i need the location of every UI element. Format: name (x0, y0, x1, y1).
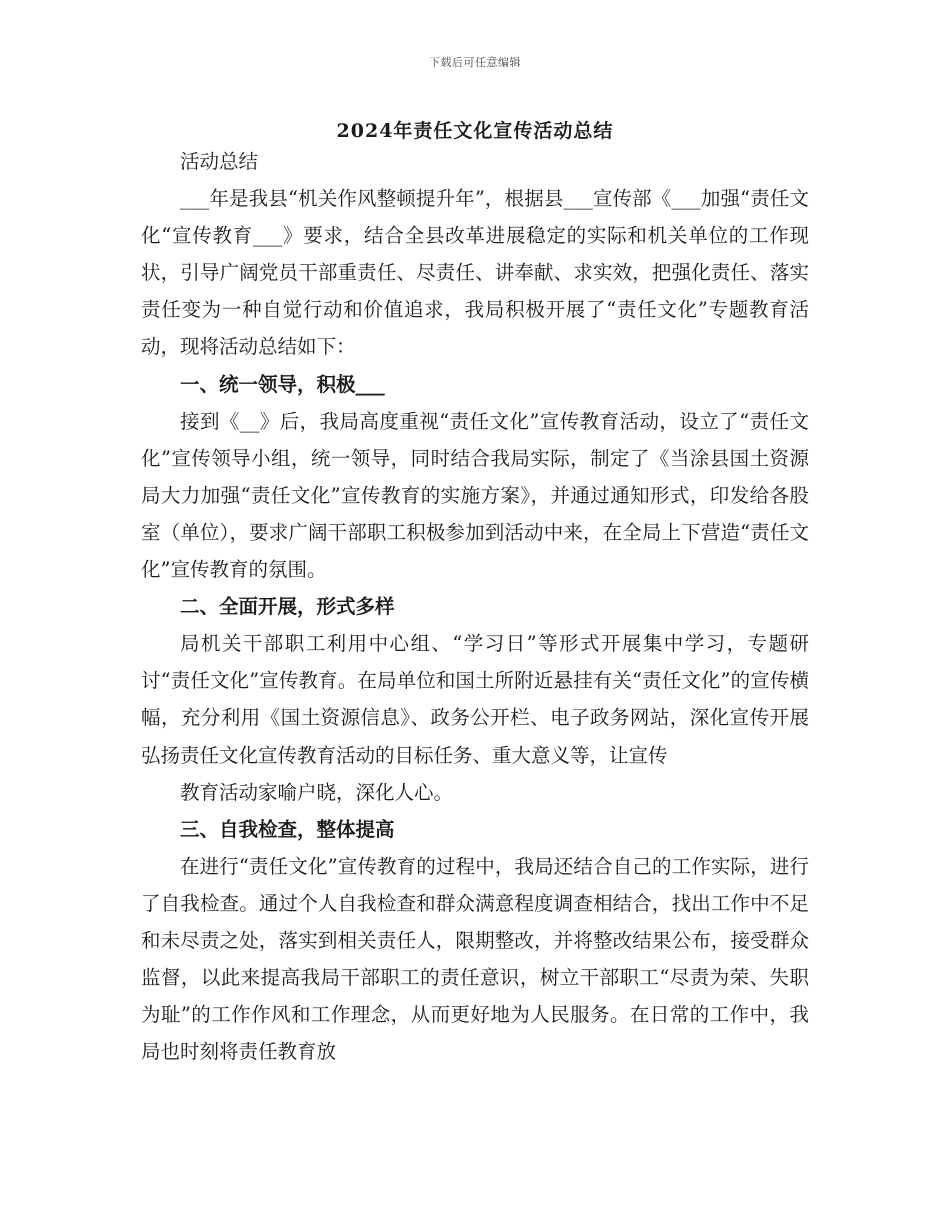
section-1-body: 接到《__》后，我局高度重视“责任文化”宣传教育活动，设立了“责任文化”宣传领导小组，统一领导，同时结合我局实际，制定了《当涂县国土资源局大力加强“责任文化”宣传教育的实施方案》，并通过通知形式，印发给各股室（单位），要求广阔干部职工积极参加到活动中来，在全局上下营造“责任文化”宣传教育的氛围。 (141, 409, 809, 582)
section-2-heading: 二、全面开展，形式多样 (180, 595, 395, 619)
section-2-body: 局机关干部职工利用中心组、“学习日”等形式开展集中学习，专题研讨“责任文化”宣传教育。在局单位和国土所附近悬挂有关“责任文化”的宣传横幅，充分利用《国土资源信息》、政务公开栏、电子政务网站，深化宣传开展弘扬责任文化宣传教育活动的目标任务、重大意义等，让宣传 (141, 632, 809, 767)
section-1-heading: 一、统一领导，积极___ (180, 372, 385, 396)
document-body (141, 143, 809, 1070)
section-3-body: 在进行“责任文化”宣传教育的过程中，我局还结合自己的工作实际，进行了自我检查。通过个人自我检查和群众满意程度调查相结合，找出工作中不足和未尽责之处，落实到相关责任人，限期整改，并将整改结果公布，接受群众监督，以此来提高我局干部职工的责任意识，树立干部职工“尽责为荣、失职为耻”的工作作风和工作理念，从而更好地为人民服务。在日常的工作中，我局也时刻将责任教育放 (141, 854, 809, 1064)
document-subtitle: 活动总结 (180, 150, 259, 173)
section-2-body-continued: 教育活动家喻户晓，深化人心。 (180, 780, 454, 804)
intro-paragraph: ___年是我县“机关作风整顿提升年”，根据县___宣传部《___加强“责任文化“宣传教育___》要求，结合全县改革进展稳定的实际和机关单位的工作现状，引导广阔党员干部重责任、尽责任、讲奉献、求实效，把强化责任、落实责任变为一种自觉行动和价值追求，我局积极开展了“责任文化”专题教育活动，现将活动总结如下： (141, 187, 809, 359)
header-note: 下载后可任意编辑 (429, 56, 521, 69)
section-3-heading: 三、自我检查，整体提高 (180, 817, 395, 841)
document-title: 2024年责任文化宣传活动总结 (336, 120, 614, 142)
